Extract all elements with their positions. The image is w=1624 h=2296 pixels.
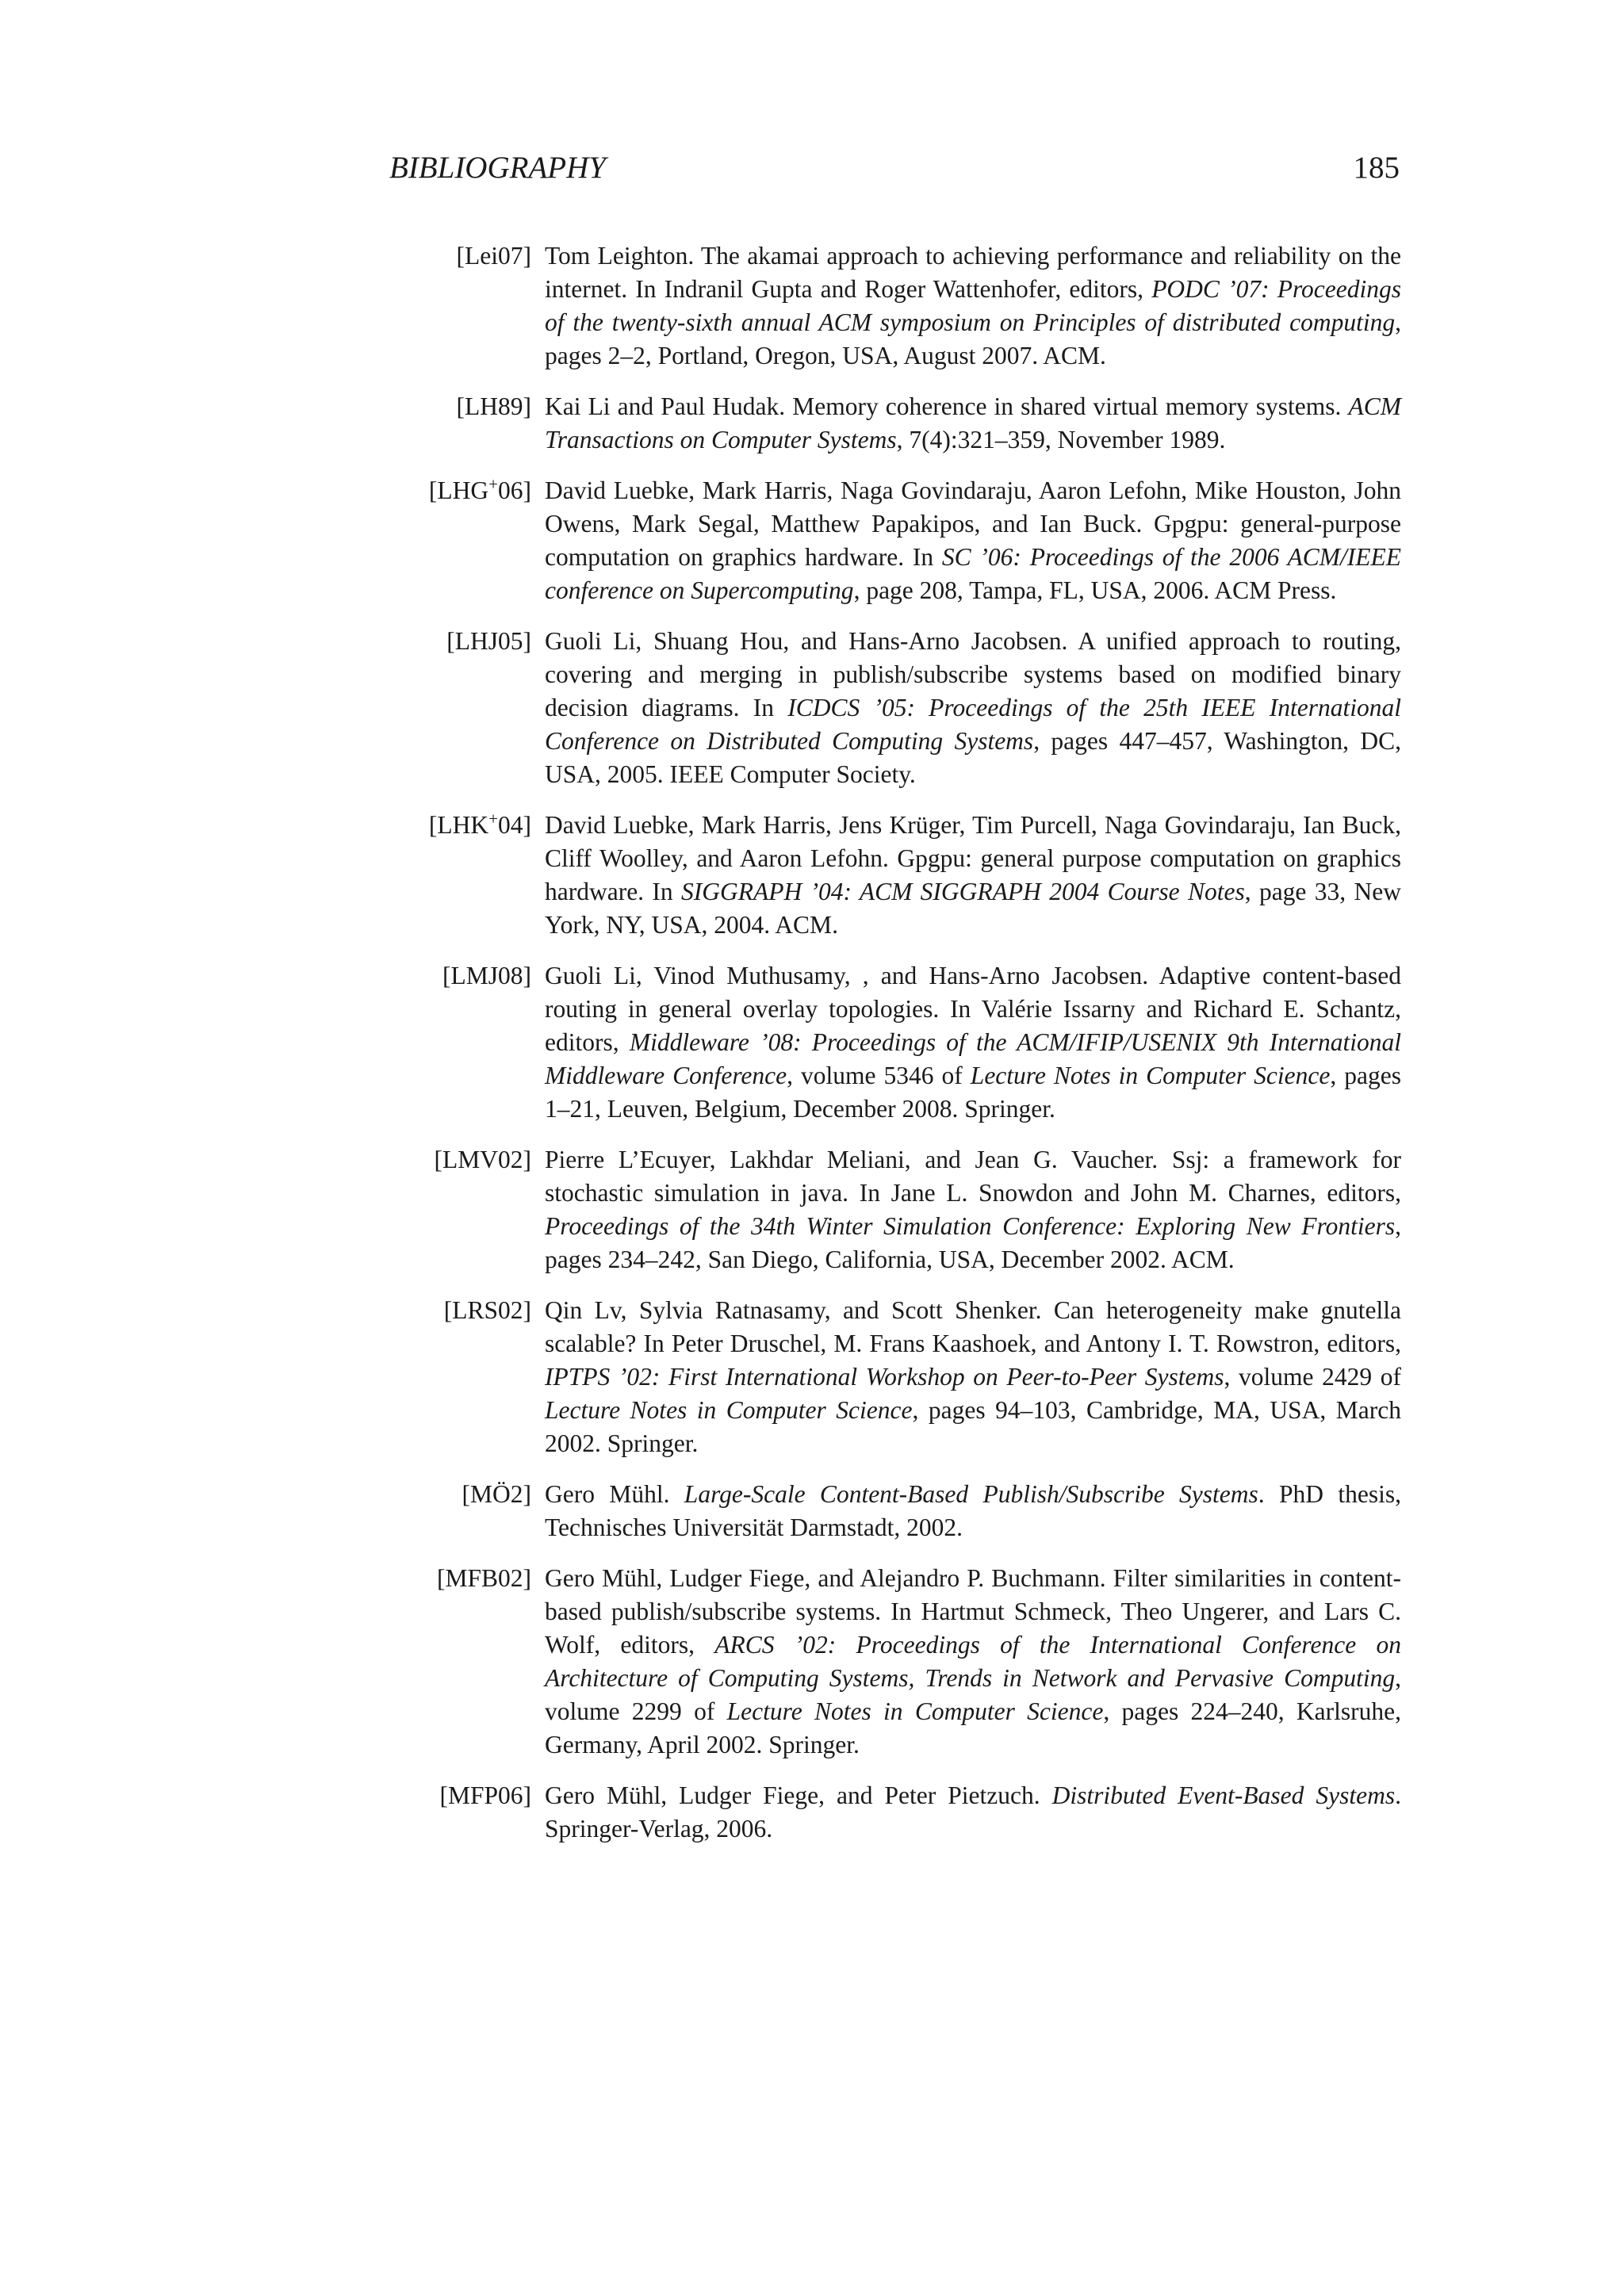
citation-key-tail: 06]	[498, 476, 531, 504]
citation-italic-segment: IPTPS ’02: First International Workshop on Peer-to-Peer Systems	[545, 1363, 1224, 1391]
citation-key	[396, 239, 545, 273]
citation-text	[545, 809, 1401, 942]
citation-segment: Guoli Li, Shuang Hou, and Hans-Arno Jacobsen. A unified approach to routing, covering and merging in publish/subscribe systems based on modified binary decision diagrams. In	[545, 627, 1401, 721]
bib-entry	[396, 809, 1401, 942]
citation-segment: Gero Mühl.	[545, 1480, 684, 1508]
citation-key-text: [MÖ2]	[462, 1480, 531, 1508]
citation-segment: , volume 2299 of	[545, 1664, 1401, 1725]
citation-italic-segment: ACM Transactions on Computer Systems	[545, 392, 1401, 453]
citation-segment: , 7(4):321–359, November 1989.	[896, 426, 1226, 453]
section-title: BIBLIOGRAPHY	[389, 151, 606, 185]
citation-segment: Guoli Li, Vinod Muthusamy, , and Hans-Arno Jacobsen. Adaptive content-based routing in general overlay topologies. In Valérie Issarny and Richard E. Schantz, editors,	[545, 962, 1401, 1056]
citation-italic-segment: Large-Scale Content-Based Publish/Subscribe Systems	[684, 1480, 1258, 1508]
bib-entry	[396, 1779, 1401, 1846]
citation-italic-segment: ICDCS ’05: Proceedings of the 25th IEEE International Conference on Distributed Computing Systems	[545, 694, 1401, 755]
citation-key	[396, 1294, 545, 1327]
citation-italic-segment: Distributed Event-Based Systems	[1051, 1781, 1396, 1809]
citation-segment: , pages 2–2, Portland, Oregon, USA, August 2007. ACM.	[545, 308, 1401, 369]
citation-segment: , volume 5346 of	[787, 1062, 971, 1089]
citation-italic-segment: SIGGRAPH ’04: ACM SIGGRAPH 2004 Course Notes	[681, 878, 1245, 905]
citation-text	[545, 959, 1401, 1126]
citation-segment: Pierre L’Ecuyer, Lakhdar Meliani, and Jean G. Vaucher. Ssj: a framework for stochastic simulation in java. In Jane L. Snowdon and John M. Charnes, editors,	[545, 1146, 1401, 1207]
citation-key	[396, 1779, 545, 1812]
citation-key-text: [LHG	[428, 476, 489, 504]
citation-key-text: [MFP06]	[439, 1781, 531, 1809]
citation-segment: David Luebke, Mark Harris, Jens Krüger, Tim Purcell, Naga Govindaraju, Ian Buck, Cliff Woolley, and Aaron Lefohn. Gpgpu: general purpose computation on graphics hardware. In	[545, 811, 1401, 905]
citation-segment: Gero Mühl, Ludger Fiege, and Peter Pietzuch.	[545, 1781, 1052, 1809]
citation-key	[396, 625, 545, 658]
citation-italic-segment: Lecture Notes in Computer Science	[970, 1062, 1331, 1089]
citation-key	[396, 809, 545, 842]
citation-text	[545, 1478, 1401, 1544]
citation-segment: . Springer-Verlag, 2006.	[545, 1781, 1401, 1843]
citation-segment: David Luebke, Mark Harris, Naga Govindaraju, Aaron Lefohn, Mike Houston, John Owens, Mark Segal, Matthew Papakipos, and Ian Buck. Gpgpu: general-purpose computation on graphics hardware. In	[545, 476, 1401, 571]
citation-key-text: [LRS02]	[443, 1296, 531, 1324]
bib-entry	[396, 1562, 1401, 1762]
citation-segment: , pages 234–242, San Diego, California, USA, December 2002. ACM.	[545, 1212, 1401, 1273]
citation-key-text: [LHK	[428, 811, 489, 839]
citation-key-text: [MFB02]	[436, 1564, 531, 1592]
citation-segment: , volume 2429 of	[1224, 1363, 1401, 1391]
citation-text	[545, 1294, 1401, 1460]
citation-segment: , pages 447–457, Washington, DC, USA, 2005. IEEE Computer Society.	[545, 727, 1401, 788]
bib-entry	[396, 625, 1401, 791]
citation-text	[545, 1143, 1401, 1276]
citation-key-text: [LHJ05]	[446, 627, 531, 655]
citation-segment: Gero Mühl, Ludger Fiege, and Alejandro P. Buchmann. Filter similarities in content-based publish/subscribe systems. In Hartmut Schmeck, Theo Ungerer, and Lars C. Wolf, editors,	[545, 1564, 1401, 1659]
citation-key	[396, 390, 545, 423]
citation-italic-segment: PODC ’07: Proceedings of the twenty-sixth annual ACM symposium on Principles of distributed computing	[545, 275, 1401, 336]
citation-italic-segment: Lecture Notes in Computer Science	[545, 1396, 913, 1424]
citation-italic-segment: ARCS ’02: Proceedings of the International Conference on Architecture of Computing Systems, Trends in Network and Pervasive Computing	[545, 1631, 1401, 1692]
citation-key-text: [LMJ08]	[442, 962, 531, 989]
citation-text	[545, 1779, 1401, 1846]
citation-segment: Kai Li and Paul Hudak. Memory coherence in shared virtual memory systems.	[545, 392, 1349, 420]
bib-entry	[396, 959, 1401, 1126]
citation-key	[396, 1478, 545, 1511]
citation-key-text: [LMV02]	[434, 1146, 531, 1173]
citation-text	[545, 239, 1401, 373]
bib-entry	[396, 1294, 1401, 1460]
citation-key	[396, 474, 545, 507]
citation-segment: , page 33, New York, NY, USA, 2004. ACM.	[545, 878, 1401, 939]
citation-segment: , pages 1–21, Leuven, Belgium, December 2008. Springer.	[545, 1062, 1401, 1123]
citation-key	[396, 959, 545, 993]
citation-segment: . PhD thesis, Technisches Universität Darmstadt, 2002.	[545, 1480, 1401, 1541]
citation-text	[545, 474, 1401, 607]
bib-entry	[396, 1478, 1401, 1544]
citation-italic-segment: SC ’06: Proceedings of the 2006 ACM/IEEE conference on Supercomputing	[545, 543, 1401, 604]
bib-entry	[396, 474, 1401, 607]
citation-italic-segment: Middleware ’08: Proceedings of the ACM/IFIP/USENIX 9th International Middleware Conference	[545, 1028, 1401, 1089]
citation-key	[396, 1562, 545, 1595]
bib-entry	[396, 390, 1401, 457]
citation-segment: , pages 224–240, Karlsruhe, Germany, April 2002. Springer.	[545, 1697, 1402, 1758]
running-head	[389, 144, 1400, 192]
citation-italic-segment: Lecture Notes in Computer Science	[726, 1697, 1104, 1725]
citation-italic-segment: Proceedings of the 34th Winter Simulation Conference: Exploring New Frontiers	[545, 1212, 1396, 1240]
citation-key-text: [LH89]	[456, 392, 531, 420]
citation-key-superscript: +	[488, 474, 498, 494]
citation-segment: Qin Lv, Sylvia Ratnasamy, and Scott Shenker. Can heterogeneity make gnutella scalable? In Peter Druschel, M. Frans Kaashoek, and Antony I. T. Rowstron, editors,	[545, 1296, 1401, 1357]
citation-key	[396, 1143, 545, 1177]
citation-segment: Tom Leighton. The akamai approach to achieving performance and reliability on the internet. In Indranil Gupta and Roger Wattenhofer, editors,	[545, 242, 1401, 303]
citation-key-tail: 04]	[498, 811, 531, 839]
citation-segment: , page 208, Tampa, FL, USA, 2006. ACM Press.	[853, 576, 1337, 604]
bib-entry	[396, 1143, 1401, 1276]
citation-key-text: [Lei07]	[456, 242, 531, 270]
citation-text	[545, 625, 1401, 791]
citation-text	[545, 1562, 1401, 1762]
citation-text	[545, 390, 1401, 457]
citation-segment: , pages 94–103, Cambridge, MA, USA, March 2002. Springer.	[545, 1396, 1402, 1457]
bib-entry	[396, 239, 1401, 373]
page-number: 185	[1353, 151, 1400, 185]
citation-key-superscript: +	[488, 809, 498, 828]
bibliography-list	[396, 239, 1401, 1863]
